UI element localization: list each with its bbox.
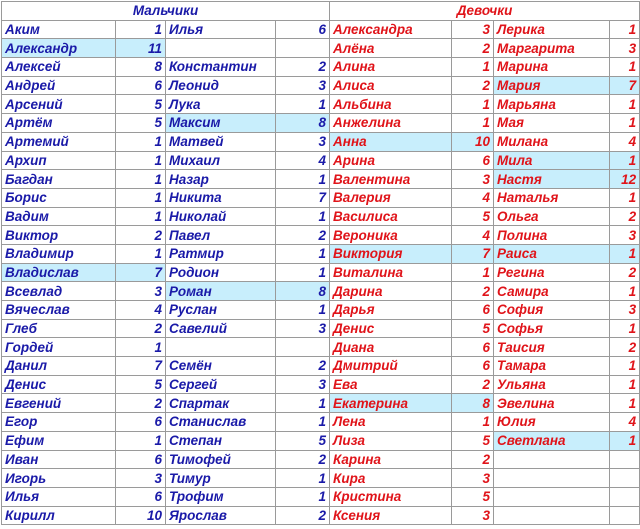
count-cell[interactable]: 7 xyxy=(116,263,166,282)
name-cell[interactable]: Маргарита xyxy=(494,39,610,58)
name-cell[interactable]: Артём xyxy=(2,114,116,133)
count-cell[interactable]: 7 xyxy=(116,357,166,376)
name-cell[interactable]: Трофим xyxy=(166,487,276,506)
name-cell[interactable]: София xyxy=(494,301,610,320)
name-cell[interactable]: Арина xyxy=(330,151,452,170)
name-cell[interactable]: Тимур xyxy=(166,469,276,488)
count-cell[interactable]: 6 xyxy=(452,357,494,376)
name-cell[interactable]: Самира xyxy=(494,282,610,301)
table-row xyxy=(2,394,640,413)
table-row xyxy=(2,58,640,77)
name-cell[interactable]: Денис xyxy=(330,319,452,338)
count-cell[interactable]: 1 xyxy=(452,263,494,282)
count-cell[interactable]: 1 xyxy=(116,244,166,263)
table-row xyxy=(2,244,640,263)
count-cell[interactable]: 1 xyxy=(610,357,640,376)
table-row xyxy=(2,39,640,58)
table-row xyxy=(2,20,640,39)
count-cell[interactable]: 1 xyxy=(116,132,166,151)
count-cell[interactable]: 8 xyxy=(452,394,494,413)
count-cell[interactable]: 3 xyxy=(452,469,494,488)
name-cell[interactable]: Степан xyxy=(166,431,276,450)
name-cell[interactable]: Никита xyxy=(166,188,276,207)
count-cell[interactable]: 2 xyxy=(276,450,330,469)
table-row xyxy=(2,506,640,525)
table-row xyxy=(2,226,640,245)
header-row xyxy=(2,2,640,21)
count-cell[interactable]: 4 xyxy=(452,226,494,245)
count-cell[interactable]: 4 xyxy=(610,132,640,151)
count-cell[interactable]: 10 xyxy=(452,132,494,151)
name-cell[interactable]: Настя xyxy=(494,170,610,189)
name-cell[interactable]: Анжелина xyxy=(330,114,452,133)
count-cell[interactable]: 1 xyxy=(276,263,330,282)
count-cell[interactable]: 5 xyxy=(452,207,494,226)
name-cell[interactable]: Матвей xyxy=(166,132,276,151)
count-cell[interactable]: 1 xyxy=(610,95,640,114)
name-cell[interactable]: Артемий xyxy=(2,132,116,151)
count-cell[interactable]: 4 xyxy=(116,301,166,320)
name-cell[interactable]: Багдан xyxy=(2,170,116,189)
table-row xyxy=(2,301,640,320)
name-cell[interactable]: Михаил xyxy=(166,151,276,170)
name-cell[interactable]: Глеб xyxy=(2,319,116,338)
girls-header: Девочки xyxy=(330,2,640,21)
count-cell[interactable]: 2 xyxy=(116,226,166,245)
count-cell[interactable]: 1 xyxy=(610,20,640,39)
name-cell[interactable]: Раиса xyxy=(494,244,610,263)
count-cell[interactable]: 2 xyxy=(276,506,330,525)
table-row xyxy=(2,263,640,282)
name-cell[interactable]: Максим xyxy=(166,114,276,133)
count-cell[interactable]: 6 xyxy=(116,413,166,432)
table-row xyxy=(2,319,640,338)
count-cell[interactable]: 11 xyxy=(116,39,166,58)
count-cell[interactable]: 1 xyxy=(276,413,330,432)
name-cell[interactable]: Василиса xyxy=(330,207,452,226)
count-cell[interactable]: 1 xyxy=(116,207,166,226)
count-cell[interactable] xyxy=(610,450,640,469)
count-cell[interactable]: 7 xyxy=(452,244,494,263)
name-cell[interactable]: Милана xyxy=(494,132,610,151)
name-cell[interactable]: Ева xyxy=(330,375,452,394)
count-cell[interactable]: 1 xyxy=(276,487,330,506)
count-cell[interactable]: 5 xyxy=(452,487,494,506)
count-cell[interactable]: 1 xyxy=(116,431,166,450)
count-cell[interactable]: 1 xyxy=(116,188,166,207)
count-cell[interactable]: 4 xyxy=(276,151,330,170)
count-cell[interactable]: 3 xyxy=(452,20,494,39)
name-cell[interactable]: Ксения xyxy=(330,506,452,525)
count-cell[interactable]: 1 xyxy=(276,170,330,189)
table-row xyxy=(2,95,640,114)
name-cell[interactable]: Павел xyxy=(166,226,276,245)
name-cell[interactable]: Назар xyxy=(166,170,276,189)
count-cell[interactable]: 3 xyxy=(610,301,640,320)
count-cell[interactable]: 5 xyxy=(116,95,166,114)
count-cell[interactable]: 2 xyxy=(276,357,330,376)
count-cell[interactable]: 6 xyxy=(116,450,166,469)
name-cell[interactable]: Александра xyxy=(330,20,452,39)
count-cell[interactable]: 6 xyxy=(116,76,166,95)
names-table xyxy=(1,1,640,525)
name-cell[interactable]: Данил xyxy=(2,357,116,376)
name-cell[interactable]: Константин xyxy=(166,58,276,77)
count-cell[interactable]: 1 xyxy=(452,114,494,133)
count-cell[interactable]: 5 xyxy=(452,431,494,450)
name-cell[interactable]: Полина xyxy=(494,226,610,245)
name-cell[interactable]: Дарина xyxy=(330,282,452,301)
name-cell[interactable]: Софья xyxy=(494,319,610,338)
name-cell[interactable]: Светлана xyxy=(494,431,610,450)
count-cell[interactable]: 3 xyxy=(610,226,640,245)
name-cell[interactable]: Юлия xyxy=(494,413,610,432)
name-cell[interactable]: Алексей xyxy=(2,58,116,77)
name-cell[interactable]: Дмитрий xyxy=(330,357,452,376)
name-cell[interactable]: Кристина xyxy=(330,487,452,506)
name-cell[interactable]: Борис xyxy=(2,188,116,207)
count-cell[interactable]: 1 xyxy=(610,58,640,77)
count-cell[interactable]: 1 xyxy=(116,338,166,357)
count-cell[interactable]: 2 xyxy=(452,76,494,95)
name-cell[interactable]: Всевлад xyxy=(2,282,116,301)
count-cell[interactable]: 3 xyxy=(452,170,494,189)
table-row xyxy=(2,375,640,394)
count-cell[interactable]: 6 xyxy=(116,487,166,506)
name-cell[interactable]: Руслан xyxy=(166,301,276,320)
count-cell[interactable]: 7 xyxy=(610,76,640,95)
table-row xyxy=(2,431,640,450)
table-row xyxy=(2,132,640,151)
name-cell[interactable]: Алёна xyxy=(330,39,452,58)
count-cell[interactable]: 1 xyxy=(276,244,330,263)
name-cell[interactable]: Виталина xyxy=(330,263,452,282)
count-cell[interactable]: 1 xyxy=(610,394,640,413)
name-cell[interactable]: Лиза xyxy=(330,431,452,450)
count-cell[interactable]: 1 xyxy=(610,319,640,338)
name-cell[interactable]: Марьяна xyxy=(494,95,610,114)
name-cell[interactable]: Альбина xyxy=(330,95,452,114)
count-cell[interactable]: 2 xyxy=(276,226,330,245)
name-cell[interactable]: Алиса xyxy=(330,76,452,95)
name-cell[interactable] xyxy=(166,39,276,58)
name-cell[interactable]: Ульяна xyxy=(494,375,610,394)
count-cell[interactable] xyxy=(276,338,330,357)
table-row xyxy=(2,413,640,432)
table-row xyxy=(2,487,640,506)
name-cell[interactable]: Наталья xyxy=(494,188,610,207)
name-cell[interactable]: Регина xyxy=(494,263,610,282)
count-cell[interactable]: 2 xyxy=(116,394,166,413)
count-cell[interactable]: 6 xyxy=(276,20,330,39)
count-cell[interactable]: 3 xyxy=(452,506,494,525)
name-cell[interactable]: Вячеслав xyxy=(2,301,116,320)
name-cell[interactable]: Владимир xyxy=(2,244,116,263)
name-cell[interactable]: Александр xyxy=(2,39,116,58)
count-cell[interactable]: 3 xyxy=(276,76,330,95)
table-row xyxy=(2,188,640,207)
name-cell[interactable]: Валентина xyxy=(330,170,452,189)
name-cell[interactable]: Алина xyxy=(330,58,452,77)
name-cell[interactable]: Роман xyxy=(166,282,276,301)
table-row xyxy=(2,114,640,133)
count-cell[interactable]: 1 xyxy=(276,394,330,413)
name-cell[interactable]: Кира xyxy=(330,469,452,488)
name-cell[interactable]: Денис xyxy=(2,375,116,394)
count-cell[interactable]: 3 xyxy=(276,319,330,338)
count-cell[interactable]: 1 xyxy=(610,282,640,301)
name-cell[interactable]: Дарья xyxy=(330,301,452,320)
boys-header: Мальчики xyxy=(2,2,330,21)
count-cell[interactable]: 1 xyxy=(452,413,494,432)
name-cell[interactable]: Игорь xyxy=(2,469,116,488)
name-cell[interactable]: Кирилл xyxy=(2,506,116,525)
count-cell[interactable]: 5 xyxy=(276,431,330,450)
name-cell[interactable]: Марина xyxy=(494,58,610,77)
name-cell[interactable]: Мая xyxy=(494,114,610,133)
name-cell[interactable]: Тамара xyxy=(494,357,610,376)
name-cell[interactable]: Сергей xyxy=(166,375,276,394)
count-cell[interactable]: 6 xyxy=(452,301,494,320)
count-cell[interactable]: 1 xyxy=(116,20,166,39)
count-cell[interactable] xyxy=(610,487,640,506)
name-cell[interactable]: Илья xyxy=(2,487,116,506)
name-cell[interactable]: Анна xyxy=(330,132,452,151)
count-cell[interactable]: 2 xyxy=(452,375,494,394)
name-cell[interactable]: Мария xyxy=(494,76,610,95)
count-cell[interactable]: 3 xyxy=(276,132,330,151)
count-cell[interactable]: 1 xyxy=(610,188,640,207)
table-row xyxy=(2,282,640,301)
count-cell[interactable] xyxy=(610,506,640,525)
name-cell[interactable]: Ольга xyxy=(494,207,610,226)
name-cell[interactable]: Гордей xyxy=(2,338,116,357)
name-cell[interactable]: Лука xyxy=(166,95,276,114)
name-cell[interactable]: Диана xyxy=(330,338,452,357)
name-cell[interactable]: Ярослав xyxy=(166,506,276,525)
name-cell[interactable]: Владислав xyxy=(2,263,116,282)
count-cell[interactable]: 4 xyxy=(452,188,494,207)
name-cell[interactable]: Спартак xyxy=(166,394,276,413)
name-cell[interactable] xyxy=(494,506,610,525)
count-cell[interactable]: 10 xyxy=(116,506,166,525)
count-cell[interactable]: 2 xyxy=(276,58,330,77)
name-cell[interactable]: Виктор xyxy=(2,226,116,245)
name-cell[interactable]: Валерия xyxy=(330,188,452,207)
count-cell[interactable]: 1 xyxy=(610,431,640,450)
count-cell[interactable]: 3 xyxy=(276,375,330,394)
count-cell[interactable]: 1 xyxy=(452,58,494,77)
count-cell[interactable]: 7 xyxy=(276,188,330,207)
count-cell[interactable]: 1 xyxy=(610,244,640,263)
name-cell[interactable]: Лерика xyxy=(494,20,610,39)
count-cell[interactable]: 12 xyxy=(610,170,640,189)
name-cell[interactable]: Виктория xyxy=(330,244,452,263)
name-cell[interactable]: Тимофей xyxy=(166,450,276,469)
count-cell[interactable]: 5 xyxy=(116,114,166,133)
count-cell[interactable]: 5 xyxy=(452,319,494,338)
name-cell[interactable]: Илья xyxy=(166,20,276,39)
name-cell[interactable]: Арсений xyxy=(2,95,116,114)
name-cell[interactable]: Таисия xyxy=(494,338,610,357)
name-cell[interactable] xyxy=(494,487,610,506)
count-cell[interactable]: 8 xyxy=(276,282,330,301)
name-cell[interactable]: Вероника xyxy=(330,226,452,245)
count-cell[interactable]: 3 xyxy=(116,469,166,488)
name-cell[interactable]: Иван xyxy=(2,450,116,469)
count-cell[interactable]: 1 xyxy=(116,170,166,189)
count-cell[interactable]: 1 xyxy=(276,301,330,320)
table-row xyxy=(2,207,640,226)
count-cell[interactable]: 6 xyxy=(452,151,494,170)
name-cell[interactable]: Станислав xyxy=(166,413,276,432)
count-cell[interactable]: 5 xyxy=(116,375,166,394)
name-cell[interactable]: Вадим xyxy=(2,207,116,226)
table-row xyxy=(2,338,640,357)
count-cell[interactable]: 2 xyxy=(116,319,166,338)
name-cell[interactable]: Екатерина xyxy=(330,394,452,413)
table-row xyxy=(2,170,640,189)
name-cell[interactable] xyxy=(494,469,610,488)
name-cell[interactable]: Мила xyxy=(494,151,610,170)
count-cell[interactable]: 2 xyxy=(610,263,640,282)
count-cell[interactable]: 2 xyxy=(452,450,494,469)
count-cell[interactable]: 1 xyxy=(452,95,494,114)
count-cell[interactable]: 3 xyxy=(116,282,166,301)
name-cell[interactable]: Егор xyxy=(2,413,116,432)
name-cell[interactable]: Савелий xyxy=(166,319,276,338)
count-cell[interactable]: 1 xyxy=(276,95,330,114)
table-row xyxy=(2,450,640,469)
name-cell[interactable]: Лена xyxy=(330,413,452,432)
name-cell[interactable]: Карина xyxy=(330,450,452,469)
count-cell[interactable]: 2 xyxy=(610,338,640,357)
count-cell[interactable]: 4 xyxy=(610,413,640,432)
table-row xyxy=(2,469,640,488)
count-cell[interactable]: 1 xyxy=(276,469,330,488)
count-cell[interactable]: 1 xyxy=(116,151,166,170)
count-cell[interactable]: 6 xyxy=(452,338,494,357)
name-cell[interactable]: Евгений xyxy=(2,394,116,413)
name-cell[interactable] xyxy=(494,450,610,469)
table-row xyxy=(2,76,640,95)
count-cell[interactable] xyxy=(276,39,330,58)
name-cell[interactable]: Родион xyxy=(166,263,276,282)
name-cell[interactable]: Леонид xyxy=(166,76,276,95)
name-cell[interactable]: Ратмир xyxy=(166,244,276,263)
count-cell[interactable]: 1 xyxy=(610,375,640,394)
count-cell[interactable]: 1 xyxy=(610,151,640,170)
name-cell[interactable]: Ефим xyxy=(2,431,116,450)
count-cell[interactable]: 2 xyxy=(452,39,494,58)
name-cell[interactable]: Эвелина xyxy=(494,394,610,413)
name-cell[interactable]: Архип xyxy=(2,151,116,170)
count-cell[interactable]: 2 xyxy=(452,282,494,301)
count-cell[interactable]: 8 xyxy=(276,114,330,133)
count-cell[interactable]: 1 xyxy=(276,207,330,226)
count-cell[interactable]: 8 xyxy=(116,58,166,77)
table-row xyxy=(2,357,640,376)
count-cell[interactable] xyxy=(610,469,640,488)
name-cell[interactable]: Семён xyxy=(166,357,276,376)
name-cell[interactable]: Андрей xyxy=(2,76,116,95)
name-cell[interactable] xyxy=(166,338,276,357)
table-row xyxy=(2,151,640,170)
count-cell[interactable]: 1 xyxy=(610,114,640,133)
count-cell[interactable]: 3 xyxy=(610,39,640,58)
name-cell[interactable]: Николай xyxy=(166,207,276,226)
name-cell[interactable]: Аким xyxy=(2,20,116,39)
count-cell[interactable]: 2 xyxy=(610,207,640,226)
